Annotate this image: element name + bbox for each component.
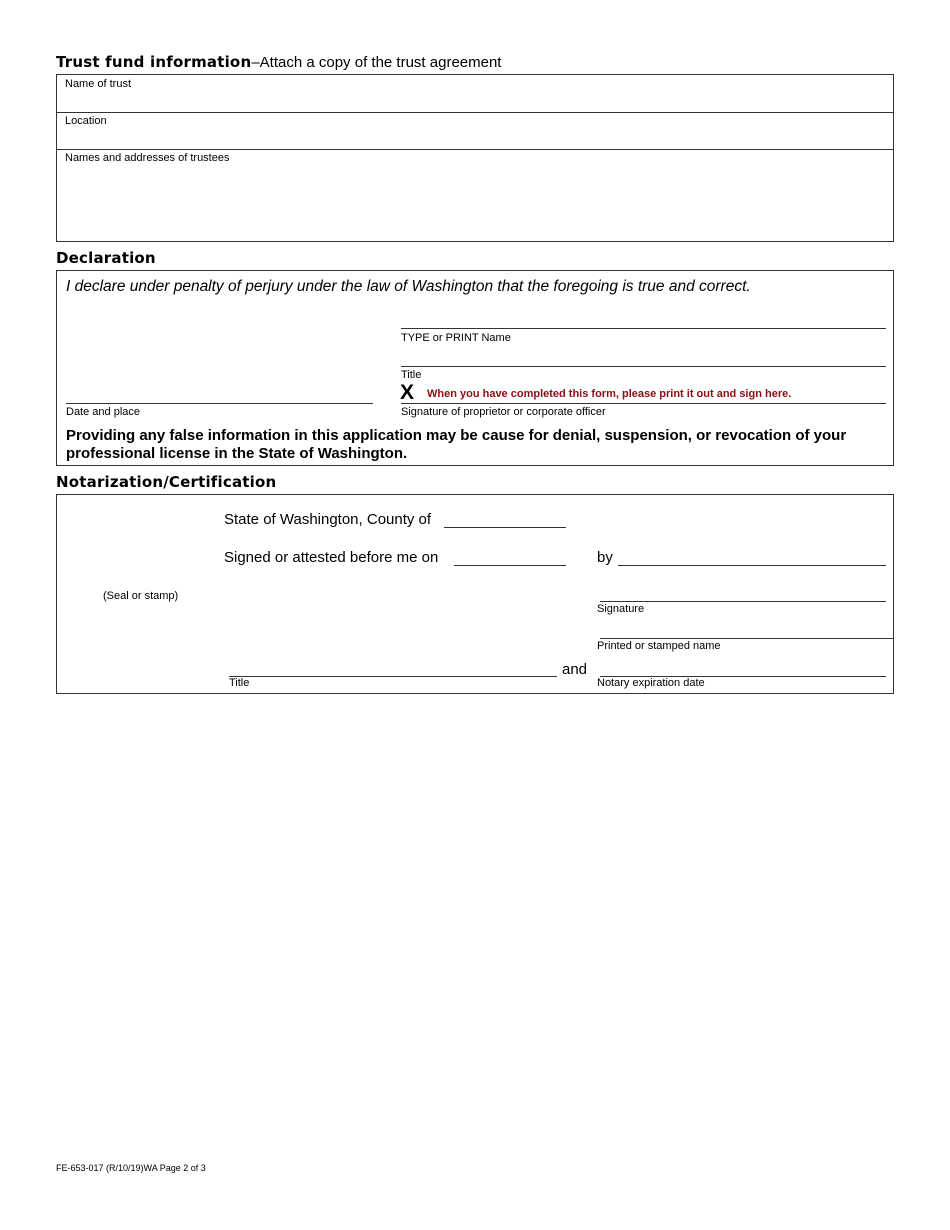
declaration-statement: I declare under penalty of perjury under the law of Washington that the foregoing is true and correct. [66, 278, 751, 295]
sign-here-x-icon: X [400, 381, 415, 404]
trust-info-box [56, 74, 894, 242]
expiration-label: Notary expiration date [597, 677, 705, 689]
printed-name-label: Printed or stamped name [597, 640, 721, 652]
trust-section-subtitle: –Attach a copy of the trust agreement [251, 54, 502, 71]
notary-box [56, 494, 894, 694]
trust-section-title: Trust fund information [56, 53, 252, 71]
trust-name-label: Name of trust [65, 78, 132, 90]
state-county-label: State of Washington, County of [224, 511, 432, 528]
trust-location-label: Location [65, 115, 107, 127]
by-line[interactable] [618, 565, 886, 566]
county-line[interactable] [444, 527, 566, 528]
trust-section-heading [56, 53, 501, 72]
sign-here-note: When you have completed this form, please print it out and sign here. [427, 388, 792, 400]
declaration-box [56, 270, 894, 466]
notary-signature-line[interactable] [600, 601, 886, 602]
form-id-footer: FE-653-017 (R/10/19)WA Page 2 of 3 [56, 1163, 206, 1173]
signed-date-line[interactable] [454, 565, 566, 566]
declaration-title: Declaration [56, 249, 156, 267]
trust-name-field[interactable] [57, 75, 893, 113]
trustees-field[interactable] [57, 150, 893, 241]
signed-before-label: Signed or attested before me on [224, 549, 439, 566]
title-line[interactable] [401, 366, 886, 367]
seal-stamp-label: (Seal or stamp) [103, 590, 179, 602]
printed-name-line[interactable] [600, 638, 893, 639]
notary-title-label: Title [229, 677, 250, 689]
print-name-label: TYPE or PRINT Name [401, 332, 511, 344]
trustees-label: Names and addresses of trustees [65, 152, 230, 164]
title-label: Title [401, 369, 422, 381]
notary-title: Notarization/Certification [56, 473, 277, 491]
signature-line[interactable] [401, 403, 886, 404]
print-name-line[interactable] [401, 328, 886, 329]
date-place-label: Date and place [66, 406, 140, 418]
date-place-line[interactable] [66, 403, 373, 404]
false-info-warning: Providing any false information in this application may be cause for denial, suspension, or revocation of your professional license in the State of Washington. [66, 427, 847, 462]
signature-label: Signature of proprietor or corporate officer [401, 406, 606, 418]
and-label: and [562, 661, 588, 678]
notary-title-line[interactable] [229, 676, 557, 677]
by-label: by [597, 549, 613, 566]
trust-location-field[interactable] [57, 112, 893, 150]
notary-signature-label: Signature [597, 603, 645, 615]
